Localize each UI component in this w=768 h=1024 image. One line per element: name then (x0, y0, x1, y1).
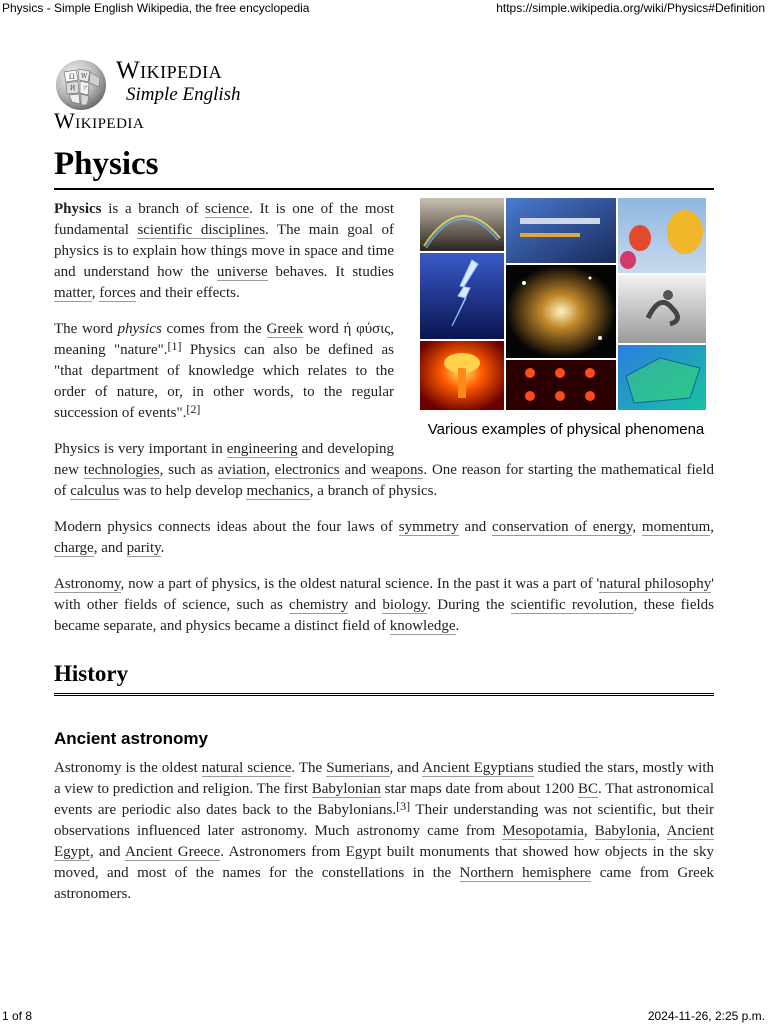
svg-text:W: W (81, 73, 88, 80)
link-biology[interactable]: biology (382, 597, 428, 613)
link-calculus[interactable]: calculus (70, 483, 120, 499)
link-astronomy[interactable]: Astronomy (54, 576, 121, 592)
text-span: , a branch of physics. (309, 483, 438, 499)
link-greek[interactable]: Greek (266, 321, 304, 337)
text-span: , (656, 823, 667, 839)
link-babylonia[interactable]: Babylonia (594, 823, 657, 839)
text-span: , (266, 462, 275, 478)
link-parity[interactable]: parity (126, 540, 161, 556)
svg-text:ア: ア (82, 85, 89, 92)
reference-link-2[interactable]: [2] (186, 402, 201, 416)
text-span: and developing new (54, 441, 394, 478)
link-charge[interactable]: charge (54, 540, 94, 556)
link-scientific-revolution[interactable]: scientific revolution (510, 597, 634, 613)
text-span: and (348, 597, 383, 613)
text-span: is a branch of (101, 201, 206, 217)
link-scientific-disciplines[interactable]: scientific disciplines (137, 222, 266, 238)
text-span: , such as (159, 462, 218, 478)
page-number: 1 of 8 (2, 1009, 33, 1023)
text-span: studied the stars, mostly with a view to prediction and religion. The first (54, 760, 714, 797)
wikipedia-globe-icon (54, 58, 108, 112)
text-span: and their effects. (135, 285, 240, 301)
logo-wordmark (116, 57, 222, 85)
print-page-title: Physics - Simple English Wikipedia, the free encyclopedia (2, 1, 310, 15)
text-span: . The main goal of physics is to explain how things move in space and time and understand how the (54, 222, 394, 280)
link-ancient-egypt[interactable]: Ancient Egypt (54, 823, 714, 860)
ancient-astronomy-paragraph (54, 758, 714, 905)
reference-link-3[interactable]: [3] (396, 799, 411, 813)
text-span: The word (54, 321, 118, 337)
text-span: Physics can also be defined as "that department of knowledge which relates to the order of nature, or, in other words, to the regular succession of events". (54, 342, 395, 421)
logo-wordmark-text: Wikipedia (116, 57, 223, 84)
text-span: . It is one of the most fundamental (54, 201, 394, 238)
figure-caption: Various examples of physical phenomena (427, 421, 705, 438)
svg-text:И: И (70, 85, 76, 92)
italic-term: physics (117, 321, 162, 337)
text-span: . That astronomical events are periodic also dates back to the Babylonians. (54, 781, 714, 818)
astronomy-paragraph (54, 574, 714, 637)
link-mesopotamia[interactable]: Mesopotamia (502, 823, 584, 839)
link-natural-science[interactable]: natural science (201, 760, 292, 776)
text-span: . (160, 540, 165, 556)
article-figure (418, 198, 714, 439)
link-science[interactable]: science (205, 201, 250, 217)
text-span: word ή φύσις, meaning "nature". (54, 321, 394, 358)
text-span: , now a part of physics, is the oldest natural science. In the past it was a part of ' (120, 576, 600, 592)
reference-link-1[interactable]: [1] (167, 339, 182, 353)
link-ancient-greece[interactable]: Ancient Greece (125, 844, 221, 860)
print-footer (0, 1008, 768, 1024)
link-aviation[interactable]: aviation (217, 462, 267, 478)
link-universe[interactable]: universe (216, 264, 268, 280)
ancient-astronomy-heading: Ancient astronomy (54, 729, 208, 748)
reference-1 (167, 339, 181, 353)
text-span: , (710, 519, 714, 535)
text-span: , and (89, 844, 125, 860)
text-span: and (458, 519, 493, 535)
text-span: was to help develop (119, 483, 247, 499)
text-span: behaves. It studies (267, 264, 394, 280)
link-knowledge[interactable]: knowledge (389, 618, 456, 634)
text-span: . One reason for starting the mathematical field of (54, 462, 714, 499)
link-conservation-of-energy[interactable]: conservation of energy (492, 519, 633, 535)
importance-paragraph (54, 439, 714, 502)
physics-phenomena-collage[interactable] (420, 198, 706, 410)
text-span: ' with other fields of science, such as (54, 576, 714, 613)
wikipedia-logo[interactable] (54, 56, 254, 132)
history-heading: History (54, 659, 714, 696)
print-page-url: https://simple.wikipedia.org/wiki/Physics#Definition (496, 1, 765, 15)
link-sumerians[interactable]: Sumerians (326, 760, 390, 776)
link-weapons[interactable]: weapons (370, 462, 424, 478)
print-header (0, 0, 768, 16)
link-chemistry[interactable]: chemistry (289, 597, 349, 613)
print-date: 2024-11-26, 2:25 p.m. (647, 1009, 765, 1023)
text-span: came from Greek astronomers. (54, 865, 714, 902)
svg-text:Ω: Ω (69, 73, 75, 81)
logo-wordmark-secondary (54, 108, 144, 134)
text-span: Their understanding was not scientific, but their observations influenced later astronomy. Much astronomy came from (54, 802, 714, 839)
logo-tagline: Simple English (126, 84, 241, 105)
link-forces[interactable]: forces (99, 285, 136, 301)
link-technologies[interactable]: technologies (83, 462, 160, 478)
link-momentum[interactable]: momentum (641, 519, 711, 535)
article-content (54, 142, 714, 920)
text-span: Modern physics connects ideas about the four laws of (54, 519, 399, 535)
text-span: and (339, 462, 371, 478)
text-span: , these fields became separate, and physics became a distinct field of (54, 597, 714, 634)
bold-term: Physics (54, 201, 102, 217)
text-span: . The (291, 760, 327, 776)
modern-physics-paragraph (54, 517, 714, 559)
page-title: Physics (54, 142, 714, 190)
text-span: , and (389, 760, 423, 776)
text-span: . (455, 618, 460, 634)
link-engineering[interactable]: engineering (226, 441, 298, 457)
link-mechanics[interactable]: mechanics (246, 483, 310, 499)
text-span: , (583, 823, 595, 839)
link-natural-philosophy[interactable]: natural philosophy (599, 576, 712, 592)
text-span: star maps date from about 1200 (380, 781, 578, 797)
link-matter[interactable]: matter (54, 285, 92, 301)
link-babylonian[interactable]: Babylonian (311, 781, 381, 797)
link-electronics[interactable]: electronics (274, 462, 340, 478)
text-span: Physics is very important in (54, 441, 227, 457)
text-span: , and (93, 540, 127, 556)
text-span: comes from the (161, 321, 267, 337)
text-span: . During the (427, 597, 511, 613)
link-northern-hemisphere[interactable]: Northern hemisphere (459, 865, 592, 881)
link-ancient-egyptians[interactable]: Ancient Egyptians (422, 760, 534, 776)
link-symmetry[interactable]: symmetry (398, 519, 459, 535)
reference-2 (186, 402, 200, 416)
text-span: Astronomy is the oldest (54, 760, 202, 776)
text-span: . Astronomers from Egypt built monuments that showed how objects in the sky moved, and most of the names for the constellations in the (54, 844, 714, 881)
reference-3 (396, 799, 410, 813)
logo-wordmark2-text: Wikipedia (54, 108, 145, 133)
link-bc[interactable]: BC (578, 781, 599, 797)
text-span: , (91, 285, 100, 301)
text-span: , (632, 519, 642, 535)
